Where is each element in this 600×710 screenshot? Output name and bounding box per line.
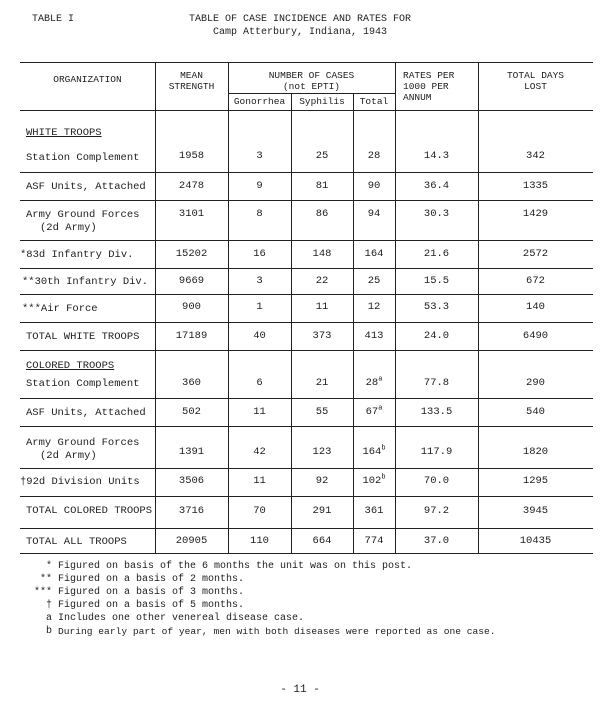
row-total: 12 xyxy=(367,301,381,313)
row-mean-strength: 502 xyxy=(182,406,201,418)
header-gonorrhea: Gonorrhea xyxy=(233,96,286,107)
row-organization: Station Complement xyxy=(26,152,140,164)
footnote-text: Figured on a basis of 2 months. xyxy=(58,574,245,585)
row-gonorrhea: 1 xyxy=(256,301,263,313)
row-organization: TOTAL WHITE TROOPS xyxy=(26,331,140,343)
row-rate: 36.4 xyxy=(423,180,450,192)
row-rule xyxy=(20,528,593,529)
row-days-lost: 2572 xyxy=(522,248,549,260)
row-organization: ASF Units, Attached xyxy=(26,181,146,193)
header-days-lost-2: LOST xyxy=(524,81,547,92)
row-mean-strength: 2478 xyxy=(178,180,205,192)
footnote-mark: † xyxy=(45,600,52,611)
footnote-text: Figured on a basis of 3 months. xyxy=(58,587,245,598)
row-total: 413 xyxy=(364,330,384,342)
row-total: 164 xyxy=(364,248,384,260)
row-organization: †92d Division Units xyxy=(20,476,140,488)
row-syphilis: 86 xyxy=(315,208,329,220)
table-title-line1: TABLE OF CASE INCIDENCE AND RATES FOR xyxy=(188,14,412,25)
row-days-lost: 672 xyxy=(526,275,545,287)
row-syphilis: 123 xyxy=(312,446,332,458)
row-rate: 77.8 xyxy=(423,377,450,389)
row-organization-sub: (2d Army) xyxy=(40,222,97,234)
header-bottom-rule xyxy=(20,110,593,111)
row-organization: Army Ground Forces xyxy=(26,437,140,449)
row-rule xyxy=(20,268,593,269)
section-colored-troops: COLORED TROOPS xyxy=(26,360,115,372)
header-rates-2: 1000 PER xyxy=(403,81,449,92)
row-organization: ASF Units, Attached xyxy=(26,407,146,419)
row-organization: ***Air Force xyxy=(22,303,98,315)
row-rate: 37.0 xyxy=(423,535,450,547)
row-total: 774 xyxy=(364,535,384,547)
row-gonorrhea: 110 xyxy=(250,535,269,547)
row-syphilis: 81 xyxy=(315,180,329,192)
row-days-lost: 540 xyxy=(526,406,545,418)
table-top-rule xyxy=(20,62,593,63)
row-mean-strength: 360 xyxy=(182,377,201,389)
footnote-text: Includes one other venereal disease case. xyxy=(58,613,305,624)
row-gonorrhea: 16 xyxy=(253,248,266,260)
row-rate: 53.3 xyxy=(423,301,450,313)
row-organization: TOTAL COLORED TROOPS xyxy=(26,505,153,517)
row-mean-strength: 3101 xyxy=(178,208,205,220)
row-mean-strength: 3506 xyxy=(178,475,205,487)
footnote-mark: a xyxy=(45,613,52,624)
row-days-lost: 1429 xyxy=(522,208,549,220)
row-rule xyxy=(20,398,593,399)
row-total: 90 xyxy=(367,180,381,192)
row-mean-strength: 17189 xyxy=(175,330,208,342)
row-total: 28 xyxy=(367,150,381,162)
cases-subheader-rule xyxy=(228,93,395,94)
footnote-ref-a: a xyxy=(378,404,383,413)
footnote-mark: ** xyxy=(39,574,52,585)
header-cases-group-1: NUMBER OF CASES xyxy=(268,70,355,81)
row-mean-strength: 900 xyxy=(182,301,201,313)
row-total: 25 xyxy=(367,275,381,287)
row-rate: 24.0 xyxy=(423,330,450,342)
header-cases-group-2: (not EPTI) xyxy=(282,81,340,92)
row-gonorrhea: 3 xyxy=(256,150,263,162)
header-syphilis: Syphilis xyxy=(299,96,345,107)
row-syphilis: 21 xyxy=(315,377,329,389)
row-total: 94 xyxy=(367,208,381,220)
section-white-troops: WHITE TROOPS xyxy=(26,127,102,139)
row-mean-strength: 9669 xyxy=(178,275,205,287)
table-bottom-rule xyxy=(20,553,593,554)
row-gonorrhea: 3 xyxy=(256,275,263,287)
row-days-lost: 1335 xyxy=(522,180,549,192)
row-rate: 70.0 xyxy=(423,475,450,487)
row-rule xyxy=(20,426,593,427)
row-syphilis: 25 xyxy=(315,150,329,162)
row-rule xyxy=(20,200,593,201)
row-rule xyxy=(20,350,593,351)
row-days-lost: 3945 xyxy=(522,505,549,517)
row-organization: TOTAL ALL TROOPS xyxy=(26,536,127,548)
row-mean-strength: 1391 xyxy=(178,446,205,458)
footnote-ref-a: a xyxy=(378,375,383,384)
footnote-mark: * xyxy=(45,561,52,572)
row-rate: 117.9 xyxy=(420,446,453,458)
row-gonorrhea: 11 xyxy=(253,475,266,487)
row-syphilis: 664 xyxy=(312,535,332,547)
row-rule xyxy=(20,496,593,497)
row-organization: *83d Infantry Div. xyxy=(20,249,134,261)
row-rate: 14.3 xyxy=(423,150,450,162)
row-syphilis: 148 xyxy=(312,248,332,260)
row-days-lost: 140 xyxy=(526,301,545,313)
row-days-lost: 1820 xyxy=(522,446,549,458)
header-mean-strength-2: STRENGTH xyxy=(168,81,215,92)
footnote-ref-b: b xyxy=(381,444,386,453)
footnote-mark: b xyxy=(45,626,52,637)
header-rates-3: ANNUM xyxy=(403,92,432,103)
row-rule xyxy=(20,468,593,469)
row-gonorrhea: 11 xyxy=(253,406,266,418)
footnote-mark: *** xyxy=(33,587,52,598)
row-syphilis: 11 xyxy=(315,301,329,313)
header-days-lost-1: TOTAL DAYS xyxy=(506,70,564,81)
header-organization: ORGANIZATION xyxy=(53,74,122,85)
row-rate: 97.2 xyxy=(423,505,450,517)
row-organization: **30th Infantry Div. xyxy=(22,276,149,288)
row-mean-strength: 20905 xyxy=(175,535,208,547)
row-rate: 133.5 xyxy=(420,406,453,418)
row-days-lost: 10435 xyxy=(519,535,552,547)
row-days-lost: 1295 xyxy=(522,475,549,487)
row-organization: Station Complement xyxy=(26,378,140,390)
row-rate: 21.6 xyxy=(423,248,450,260)
footnote-text: Figured on a basis of 5 months. xyxy=(58,600,245,611)
row-syphilis: 291 xyxy=(312,505,332,517)
header-rates-1: RATES PER xyxy=(403,70,455,81)
row-rule xyxy=(20,322,593,323)
footnote-text: Figured on basis of the 6 months the unit was on this post. xyxy=(58,561,413,572)
row-rule xyxy=(20,294,593,295)
row-gonorrhea: 9 xyxy=(256,180,263,192)
header-total: Total xyxy=(359,96,389,107)
row-syphilis: 373 xyxy=(312,330,332,342)
row-days-lost: 6490 xyxy=(522,330,549,342)
row-total: 164$^b$ xyxy=(362,444,386,458)
header-mean-strength-1: MEAN xyxy=(180,70,203,81)
footnote-text: During early part of year, men with both diseases were reported as one case. xyxy=(58,626,496,637)
row-total: 67$^a$ xyxy=(365,404,383,418)
table-title-line2: Camp Atterbury, Indiana, 1943 xyxy=(212,27,388,38)
row-syphilis: 22 xyxy=(315,275,329,287)
row-total: 361 xyxy=(364,505,384,517)
row-gonorrhea: 8 xyxy=(256,208,263,220)
page-number: - 11 - xyxy=(280,684,320,696)
row-rate: 30.3 xyxy=(423,208,450,220)
row-syphilis: 92 xyxy=(315,475,329,487)
row-total: 102$^b$ xyxy=(362,473,386,487)
row-organization: Army Ground Forces xyxy=(26,209,140,221)
footnote-ref-b: b xyxy=(381,473,386,482)
row-days-lost: 342 xyxy=(526,150,545,162)
row-gonorrhea: 42 xyxy=(253,446,266,458)
row-total: 28$^a$ xyxy=(365,375,383,389)
row-mean-strength: 15202 xyxy=(175,248,208,260)
row-mean-strength: 3716 xyxy=(178,505,205,517)
row-gonorrhea: 40 xyxy=(253,330,266,342)
row-organization-sub: (2d Army) xyxy=(40,450,97,462)
table-label: TABLE I xyxy=(32,14,75,25)
row-syphilis: 55 xyxy=(315,406,329,418)
row-gonorrhea: 70 xyxy=(253,505,266,517)
row-mean-strength: 1958 xyxy=(178,150,205,162)
row-days-lost: 290 xyxy=(526,377,545,389)
row-rate: 15.5 xyxy=(423,275,450,287)
row-rule xyxy=(20,172,593,173)
row-rule xyxy=(20,240,593,241)
row-gonorrhea: 6 xyxy=(256,377,263,389)
